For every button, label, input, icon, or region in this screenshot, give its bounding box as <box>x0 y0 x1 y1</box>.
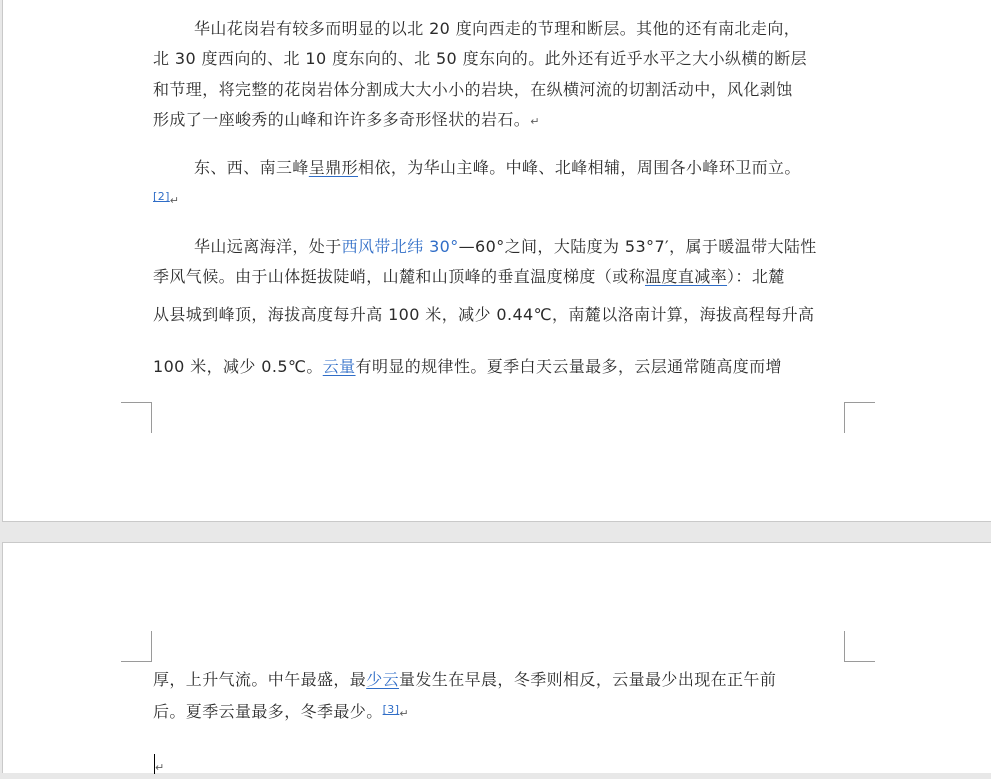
margin-corner-bottom-left <box>121 402 152 433</box>
page-2-line-2: 后。夏季云量最多，冬季最少。 <box>153 702 383 721</box>
text-line <box>153 186 179 212</box>
paragraph-mark: ↵ <box>169 194 180 207</box>
text-line[interactable] <box>155 755 165 779</box>
text-line <box>153 304 814 326</box>
hyperlink-cheng-ding-xing[interactable]: 呈鼎形 <box>308 158 359 177</box>
paragraph-1-line-2: 北 30 度西向的、北 10 度东向的、北 50 度东向的。此外还有近乎水平之大小纵横的断层 <box>153 49 807 68</box>
paragraph-mark: ↵ <box>399 707 410 720</box>
margin-corner-bottom-right <box>844 402 875 433</box>
hyperlink-least-cloud[interactable]: 少云 <box>366 670 400 689</box>
paragraph-mark: ↵ <box>530 115 540 128</box>
citation-link-2[interactable]: [2] <box>153 190 170 203</box>
document-page-1 <box>2 0 991 522</box>
text-line <box>194 157 801 179</box>
text-line <box>153 48 807 70</box>
paragraph-2-pre: 东、西、南三峰 <box>194 158 309 177</box>
paragraph-2-post: 相依，为华山主峰。中峰、北峰相辅，周围各小峰环卫而立。 <box>358 158 801 177</box>
paragraph-1-line-1: 华山花岗岩有较多而明显的以北 20 度向西走的节理和断层。其他的还有南北走向， <box>194 19 801 38</box>
text-line <box>153 699 409 725</box>
margin-corner-top-right <box>844 631 875 662</box>
paragraph-3-line-4-pre: 100 米，减少 0.5℃。 <box>153 357 323 376</box>
text-line <box>153 266 785 288</box>
hyperlink-westerlies[interactable]: 西风带北纬 30° <box>341 237 459 256</box>
text-line <box>194 18 800 40</box>
hyperlink-cloud-cover[interactable]: 云量 <box>322 357 356 376</box>
citation-link-3[interactable]: [3] <box>382 703 400 716</box>
document-page-2 <box>2 542 991 773</box>
hyperlink-lapse-rate[interactable]: 温度直减率 <box>645 267 728 286</box>
paragraph-3-line-3: 从县城到峰顶，海拔高度每升高 100 米，减少 0.44℃，南麓以洛南计算，海拔高程每升高 <box>153 305 815 324</box>
text-line <box>153 669 776 691</box>
paragraph-1-line-3: 和节理，将完整的花岗岩体分割成大大小小的岩块，在纵横河流的切割活动中，风化剥蚀 <box>153 80 793 99</box>
margin-corner-top-left <box>121 631 152 662</box>
paragraph-3-line-2-pre: 季风气候。由于山体挺拔陡峭，山麓和山顶峰的垂直温度梯度（或称 <box>153 267 646 286</box>
paragraph-3-line-1-post: —60°之间，大陆度为 53°7′，属于暖温带大陆性 <box>458 237 817 256</box>
page-2-line-1-pre: 厚，上升气流。中午最盛，最 <box>153 670 367 689</box>
paragraph-3-line-2-post: ）：北麓 <box>727 267 785 286</box>
text-line <box>194 236 817 258</box>
page-2-line-1-post: 量发生在早晨，冬季则相反，云量最少出现在正午前 <box>399 670 777 689</box>
paragraph-3-line-4-post: 有明显的规律性。夏季白天云量最多，云层通常随高度而增 <box>355 357 782 376</box>
empty-paragraph-mark: ↵ <box>155 761 165 774</box>
text-line <box>153 356 782 378</box>
paragraph-1-line-4: 形成了一座峻秀的山峰和许许多多奇形怪状的岩石。 <box>153 110 531 129</box>
text-line <box>153 79 793 101</box>
text-line <box>153 109 540 133</box>
paragraph-3-line-1-pre: 华山远离海洋，处于 <box>194 237 342 256</box>
